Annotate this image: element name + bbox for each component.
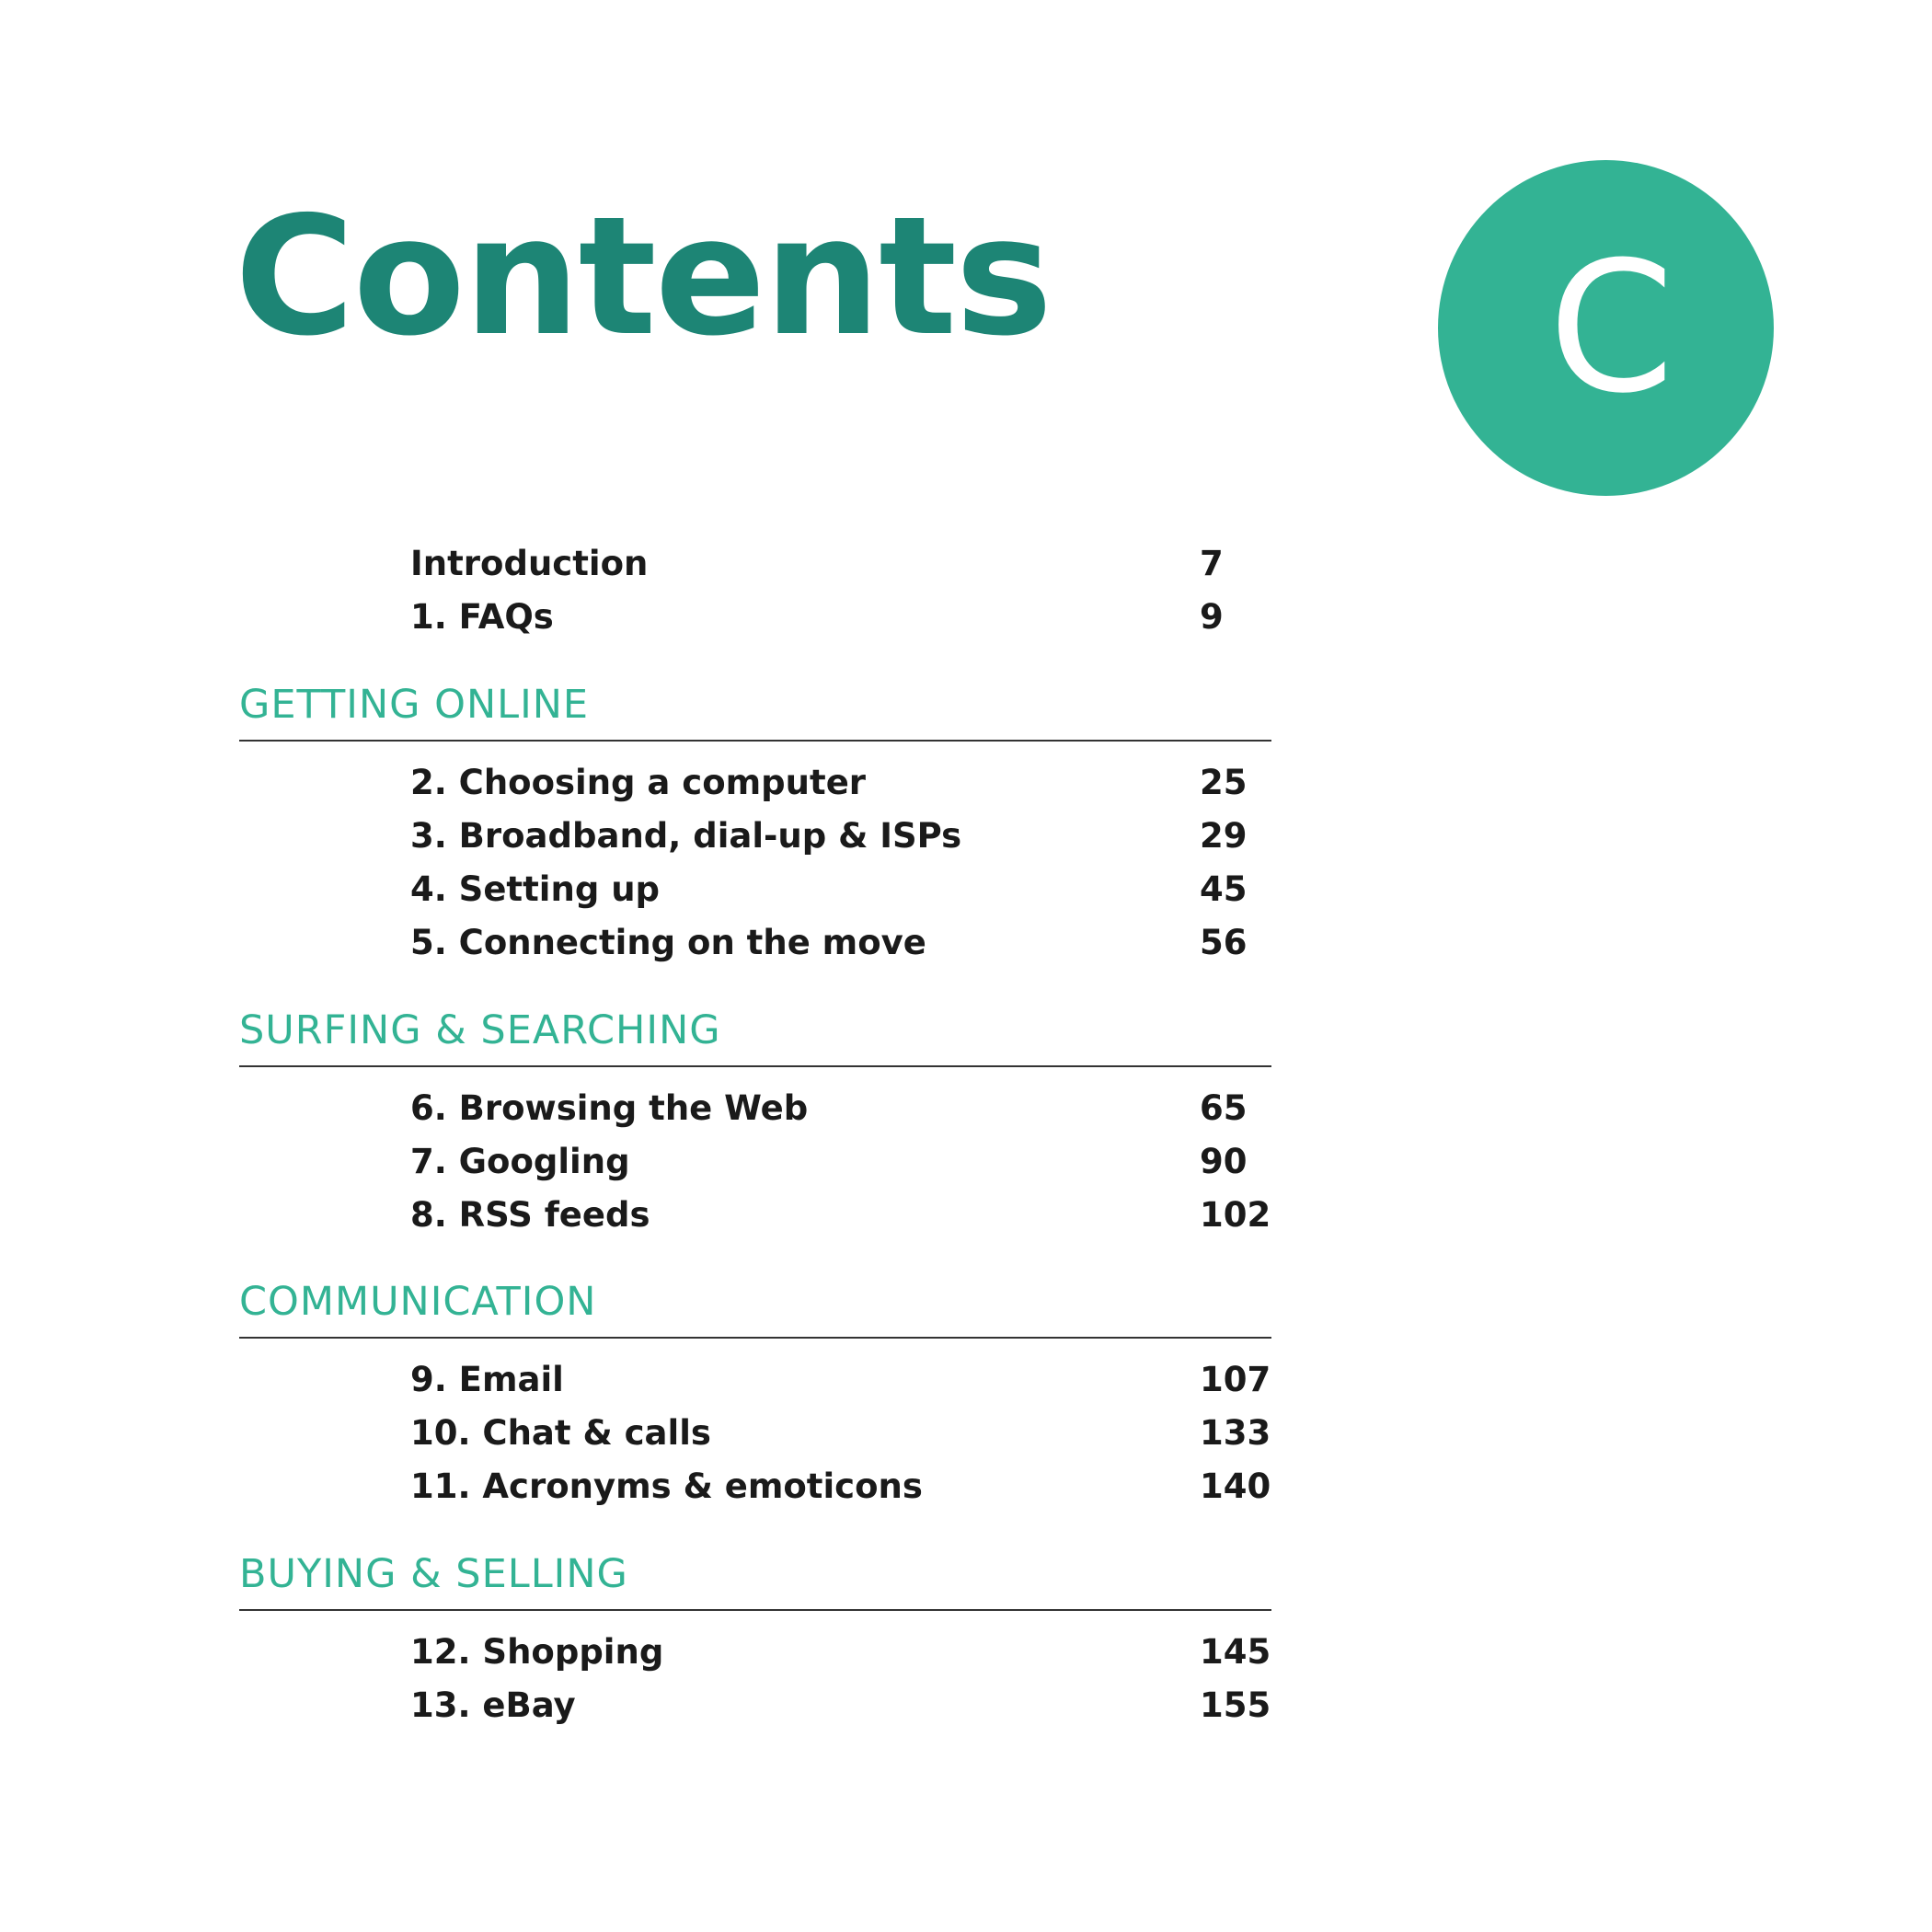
entry-label: 6. Browsing the Web — [410, 1088, 809, 1128]
entry-label: 7. Googling — [410, 1142, 630, 1181]
entry-label: 1. FAQs — [410, 597, 554, 637]
entry-label: 3. Broadband, dial-up & ISPs — [410, 816, 962, 856]
toc-entry[interactable] — [410, 1082, 1262, 1135]
entry-label: 11. Acronyms & emoticons — [410, 1466, 923, 1506]
toc-entry[interactable] — [410, 1407, 1271, 1460]
section-heading — [239, 1545, 1271, 1611]
toc-entry[interactable] — [410, 863, 1262, 916]
toc-entry[interactable] — [410, 756, 1262, 810]
toc-entry[interactable] — [410, 916, 1262, 970]
entry-page-number: 65 — [1200, 1088, 1248, 1128]
entry-label: 8. RSS feeds — [410, 1195, 650, 1235]
toc-entry[interactable] — [410, 1626, 1271, 1679]
section-title: COMMUNICATION — [239, 1279, 597, 1325]
entry-page-number: 25 — [1200, 763, 1248, 802]
entry-page-number: 56 — [1200, 923, 1248, 962]
section-heading — [239, 1272, 1271, 1339]
entry-page-number: 9 — [1200, 597, 1224, 637]
entry-label: 4. Setting up — [410, 869, 661, 909]
toc-entry[interactable] — [410, 1189, 1271, 1242]
toc-entry[interactable] — [410, 591, 1262, 644]
section-heading — [239, 675, 1271, 742]
entry-page-number: 145 — [1200, 1632, 1271, 1672]
entry-page-number: 107 — [1200, 1360, 1271, 1399]
badge-letter: C — [1548, 223, 1674, 433]
entry-page-number: 29 — [1200, 816, 1248, 856]
entry-label: 10. Chat & calls — [410, 1413, 711, 1453]
section-title: SURFING & SEARCHING — [239, 1007, 721, 1053]
section-title: GETTING ONLINE — [239, 682, 590, 728]
entry-label: 12. Shopping — [410, 1632, 664, 1672]
toc-entry[interactable] — [410, 1460, 1271, 1513]
section-title: BUYING & SELLING — [239, 1551, 628, 1597]
entry-page-number: 7 — [1200, 544, 1224, 583]
entry-label: 5. Connecting on the move — [410, 923, 926, 962]
entry-label: 13. eBay — [410, 1685, 576, 1725]
entry-label: 2. Choosing a computer — [410, 763, 867, 802]
entry-page-number: 45 — [1200, 869, 1248, 909]
entry-page-number: 90 — [1200, 1142, 1248, 1181]
toc-entry[interactable] — [410, 1679, 1271, 1732]
toc-entry[interactable] — [410, 1353, 1271, 1407]
entry-page-number: 102 — [1200, 1195, 1271, 1235]
entry-page-number: 133 — [1200, 1413, 1271, 1453]
chapter-badge — [1438, 160, 1774, 496]
toc-entry[interactable] — [410, 1135, 1262, 1189]
entry-page-number: 140 — [1200, 1466, 1271, 1506]
entry-label: 9. Email — [410, 1360, 564, 1399]
toc-entry[interactable] — [410, 537, 1262, 591]
section-heading — [239, 1001, 1271, 1067]
toc-entry[interactable] — [410, 810, 1262, 863]
page-title: Contents — [235, 181, 1052, 372]
entry-page-number: 155 — [1200, 1685, 1271, 1725]
entry-label: Introduction — [410, 544, 649, 583]
